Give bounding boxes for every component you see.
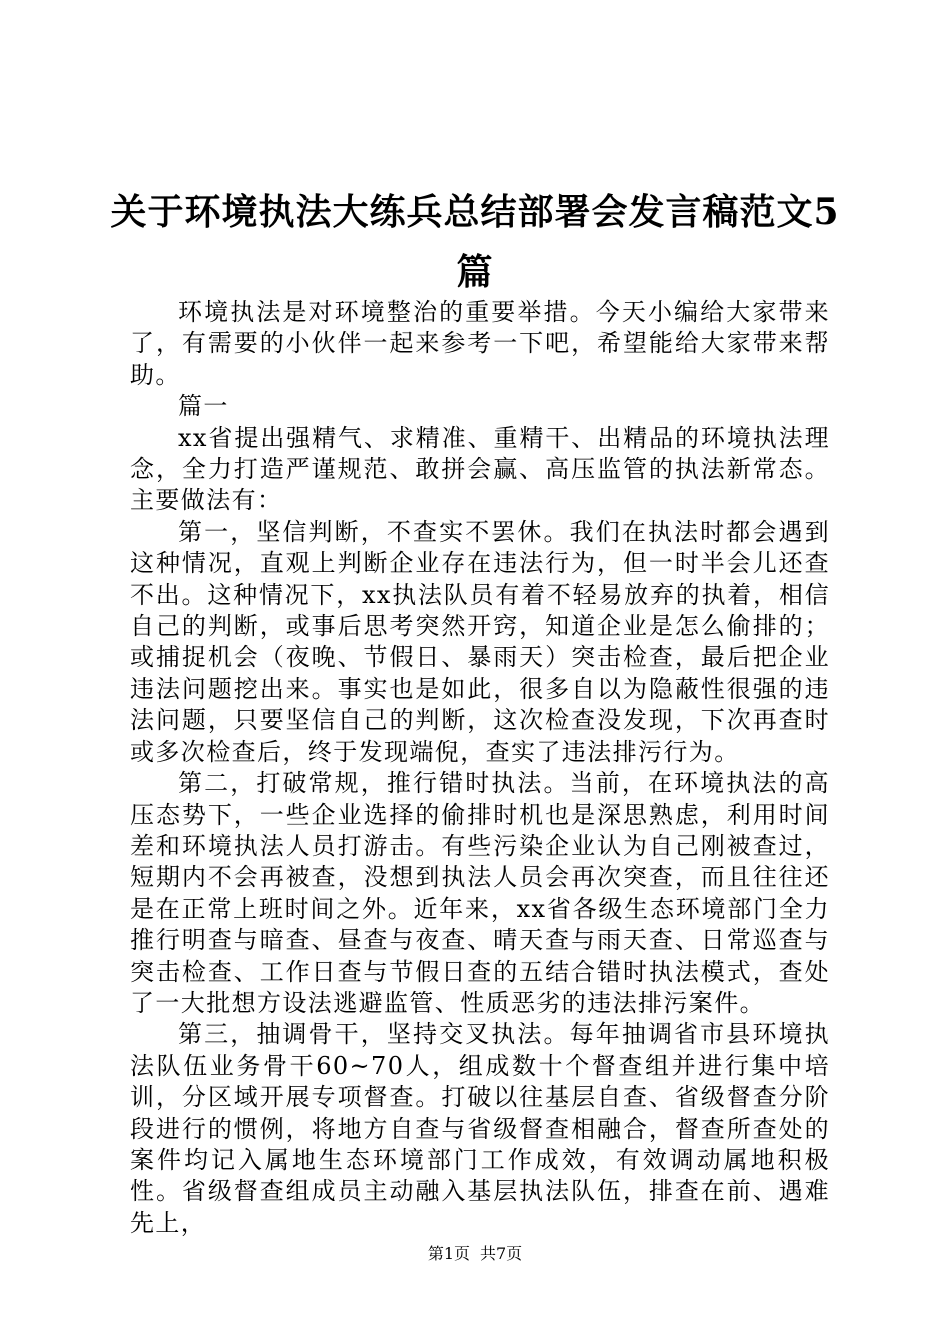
paragraph-overview: xx省提出强精气、求精准、重精干、出精品的环境执法理念，全力打造严谨规范、敢拼会赢、高压监管的执法新常态。主要做法有： [130, 423, 830, 515]
document-title: 关于环境执法大练兵总结部署会发言稿范文5篇 [110, 191, 840, 293]
intro-paragraph: 环境执法是对环境整治的重要举措。今天小编给大家带来了，有需要的小伙伴一起来参考一下吧，希望能给大家带来帮助。 [130, 298, 830, 389]
document-body [130, 297, 830, 1239]
paragraph-third-point: 第三，抽调骨干，坚持交叉执法。每年抽调省市县环境执法队伍业务骨干60~70人，组成数十个督查组并进行集中培训，分区域开展专项督查。打破以往基层自查、省级督查分阶段进行的惯例，将地方自查与省级督查相融合，督查所查处的案件均记入属地生态环境部门工作成效，有效调动属地积极性。省级督查组成员主动融入基层执法队伍，排查在前、遇难先上， [130, 1020, 830, 1237]
page-total: 共7页 [480, 1244, 523, 1263]
page-footer [0, 1242, 950, 1266]
paragraph-second-point: 第二，打破常规，推行错时执法。当前，在环境执法的高压态势下，一些企业选择的偷排时机也是深思熟虑，利用时间差和环境执法人员打游击。有些污染企业认为自己刚被查过，短期内不会再被查，没想到执法人员会再次突查，而且往往还是在正常上班时间之外。近年来，xx省各级生态环境部门全力推行明查与暗查、昼查与夜查、晴天查与雨天查、日常巡查与突击检查、工作日查与节假日查的五结合错时执法模式，查处了一大批想方设法逃避监管、性质恶劣的违法排污案件。 [130, 769, 830, 1017]
paragraph-first-point: 第一，坚信判断，不查实不罢休。我们在执法时都会遇到这种情况，直观上判断企业存在违法行为，但一时半会儿还查不出。这种情况下，xx执法队员有着不轻易放弃的执着，相信自己的判断，或事后思考突然开窍，知道企业是怎么偷排的；或捕捉机会（夜晚、节假日、暴雨天）突击检查，最后把企业违法问题挖出来。事实也是如此，很多自以为隐蔽性很强的违法问题，只要坚信自己的判断，这次检查没发现，下次再查时或多次检查后，终于发现端倪，查实了违法排污行为。 [130, 517, 830, 766]
section-heading-1: 篇一 [178, 392, 229, 421]
page-number: 第1页 [427, 1244, 470, 1263]
